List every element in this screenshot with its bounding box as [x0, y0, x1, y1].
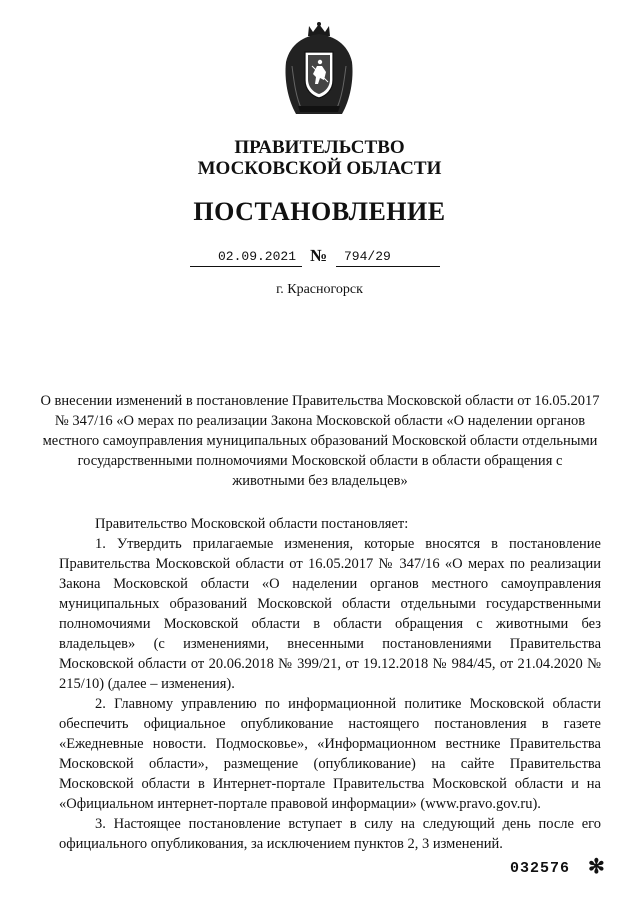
document-body: [59, 514, 601, 854]
body-paragraph-1: 1. Утвердить прилагаемые изменения, которые вносятся в постановление Правительства Московской области от 16.05.2017 № 347/16 «О мерах по реализации Закона Московской области «О наделении органов местного самоуправления муниципальных образований Московской области отдельными государственными полномочиями Московской области в области обращения с животными без владельцев» (с изменениями, внесенными постановлениями Правительства Московской области от 20.06.2018 № 399/21, от 19.12.2018 № 984/45, от 21.04.2020 № 215/10) (далее – изменения).: [59, 536, 601, 692]
document-type: ПОСТАНОВЛЕНИЕ: [193, 197, 446, 226]
number-sign: №: [310, 246, 328, 265]
body-intro: Правительство Московской области постановляет:: [95, 516, 409, 532]
serial-number: 032576: [510, 860, 571, 877]
body-paragraph-2: 2. Главному управлению по информационной политике Московской области обеспечить официальное опубликование настоящего постановления в газете «Ежедневные новости. Подмосковье», «Информационном вестнике Правительства Московской области», размещение (опубликование) на сайте Правительства Московской области в Интернет-портале Правительства Московской области и на «Официальном интернет-портале правовой информации» (www.pravo.gov.ru).: [59, 696, 601, 812]
document-title: О внесении изменений в постановление Правительства Московской области от 16.05.2017 № 347/16 «О мерах по реализации Закона Московской области «О наделении органов местного самоуправления муниципальных образований Московской области отдельными государственными полномочиями Московской области в области обращения с животными без владельцев»: [40, 393, 600, 489]
body-paragraph-3: 3. Настоящее постановление вступает в силу на следующий день после его официального опубликования, за исключением пунктов 2, 3 изменений.: [59, 816, 601, 852]
asterisk-mark: ✻: [588, 856, 605, 878]
org-name-line1: ПРАВИТЕЛЬСТВО: [234, 137, 405, 158]
document-number: 794/29: [336, 248, 440, 267]
city: г. Красногорск: [276, 282, 363, 297]
coat-of-arms-icon: [282, 22, 356, 118]
org-name-line2: МОСКОВСКОЙ ОБЛАСТИ: [197, 158, 442, 179]
document-date: 02.09.2021: [190, 248, 302, 267]
